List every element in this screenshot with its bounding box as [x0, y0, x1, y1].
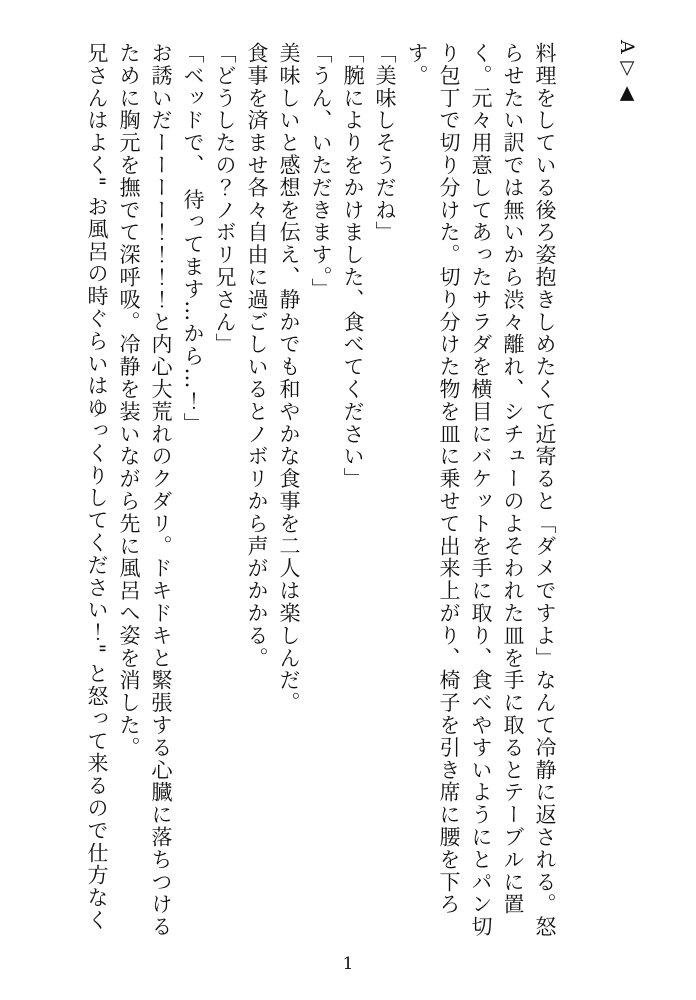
paragraph: 兄さんはよく" お風呂の時ぐらいはゆっくりしてください！" と怒って来るので仕方なく — [85, 42, 109, 932]
font-size-control[interactable]: A — [616, 40, 638, 57]
dialogue-line: 「美味しそうだね」 — [373, 42, 397, 244]
triangle-down-icon[interactable]: ▽ — [616, 56, 638, 82]
dialogue-line: 「どうしたの？ノボリ兄さん」 — [213, 42, 237, 356]
dialogue-line: 「腕によりをかけました、食べてください」 — [341, 42, 365, 490]
paragraph: 料理をしている後ろ姿抱きしめたくて近寄ると「ダメですよ」なんて冷静に返される。怒らせたい訳では無いから渋々離れ、シチューのよそわれた皿を手に取るとテーブルに置く。元々用意してあったサラダを横目にバケットを手に取り、食べやすいようにとパン切り包丁で切り分けた。切り分けた物を皿に乗せて出来上がり、椅子を引き席に腰を下ろす。 — [405, 42, 557, 938]
novel-text — [81, 42, 561, 950]
paragraph: お誘いだーーーー！！！！と内心大荒れのクダリ。ドキドキと緊張する心臓に落ちつけるために胸元を撫でて深呼吸。冷静を装いながら先に風呂へ姿を消した。 — [117, 42, 173, 938]
paragraph: 食事を済ませ各々自由に過ごしいるとノボリから声がかかる。 — [245, 42, 269, 670]
dialogue-line: 「うん、いただきます。」 — [309, 42, 333, 301]
page-number: 1 — [342, 954, 354, 974]
dialogue-line: 「ベッドで、 待ってます…から…！」 — [181, 42, 205, 435]
paragraph: 美味しいと感想を伝え、静かでも和やかな食事を二人は楽しんだ。 — [277, 42, 301, 714]
triangle-up-icon[interactable]: ▲ — [616, 81, 638, 107]
reader-controls — [614, 40, 640, 107]
